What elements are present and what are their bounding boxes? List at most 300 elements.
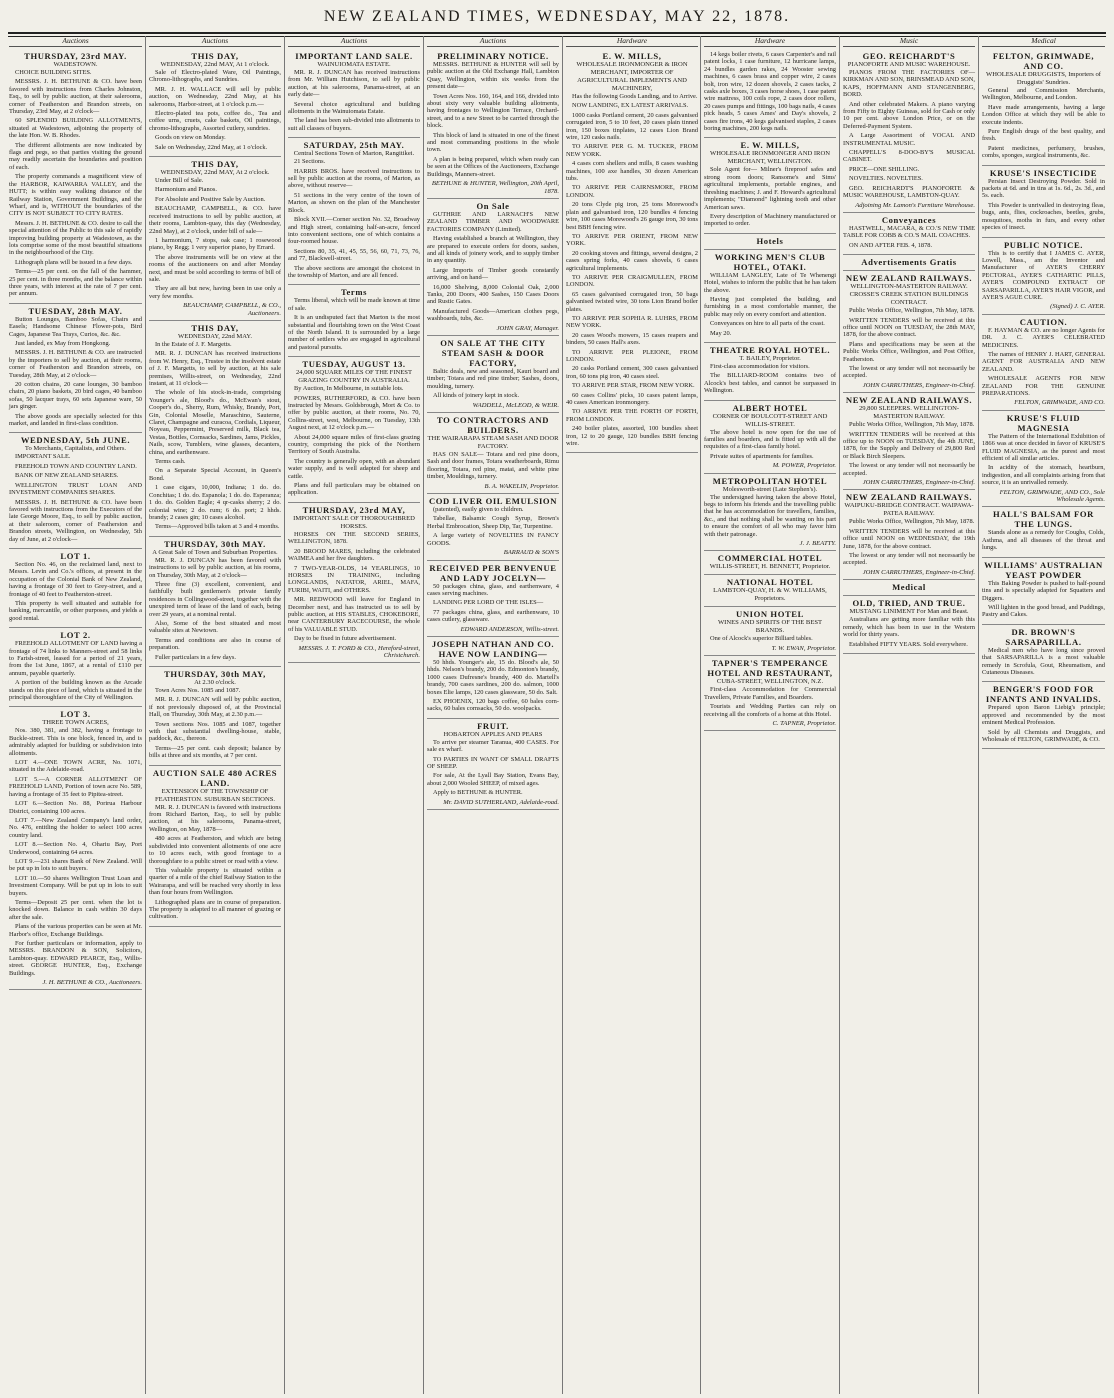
- ad-paragraph: The whole of his stock-in-trade, comprising Younger's ale, Blood's do., McEwan's stout, Cooper's do., Sherry, Rum, Whisky, Brandy, Port, Gin, Colonial Moselle, Maraschino, Sauterne, Claret, Champagne and curacoa, Cordials, Liqueur, Noyeau, Peppermint, Preserved milk, Black tea, Vestas, Bottles, Cornsacks, Sardines, Jams, Pickles, Nails, scow, Tumblers, wine glasses, decanters, china, and earthenware.: [149, 389, 281, 456]
- ad-paragraph: Town Acres Nos. 1085 and 1087.: [155, 687, 241, 694]
- ad-paragraph: FREEHOLD ALLOTMENT OF LAND having a frontage of 74 links to Manners-street and 58 links to Farish-street, leased for a period of 21 years, from the 1st June, 1867, at a rental of £110 per annum, payable quarterly.: [9, 640, 142, 677]
- ad-signature: (Signed) J. C. AYER.: [1050, 303, 1105, 311]
- ad-title: NEW ZEALAND RAILWAYS.: [845, 492, 973, 503]
- column-1: [6, 36, 145, 1394]
- ad-paragraph: Plans and specifications may be seen at the Public Works Office, Wellington, and Post Office, Featherston.: [843, 340, 975, 363]
- ad-paragraph: Three fine (3) excellent, convenient, and faithfully built gentlemen's private family residences in Collingwood-street, together with the unexpired term of lease of the land of each, being over 29 years, at a nominal rental.: [149, 580, 281, 618]
- ad-paragraph: The Pattern of the International Exhibition of 1866 was at once decided in favor of KRUSE'S FLUID MAGNESIA, as the purest and most efficient of all similar articles.: [982, 432, 1105, 463]
- ad-paragraph: Established FIFTY YEARS. Sold everywhere.: [849, 640, 968, 648]
- ad-title: THEATRE ROYAL HOTEL.: [709, 344, 831, 355]
- ad-paragraph: TO ARRIVE PER G. M. TUCKER, FROM NEW YORK.: [566, 143, 698, 158]
- ad-paragraph: On a Separate Special Account, in Queen's Bond.: [149, 467, 281, 482]
- column-2: [145, 36, 284, 1394]
- ad-body: [9, 316, 142, 428]
- advertisement: [149, 157, 281, 321]
- ad-paragraph: HAS ON SALE— Totara and red pine doors, Sash and door frames, Totara weatherboards, Rimu flooring, Totara, red pine, matai, and white pine timber, Mouldings, turnery.: [427, 451, 559, 481]
- ad-title: WILLIAMS' AUSTRALIAN YEAST POWDER: [984, 559, 1103, 580]
- column-6: [700, 36, 839, 1394]
- ad-paragraph: 77 packages china, glass, and earthenware, 10 cases cutlery, glassware.: [427, 608, 559, 624]
- ad-subtitle: THREE TOWN ACRES,: [42, 719, 109, 727]
- ad-subtitle: A Great Sale of Town and Suburban Properties.: [152, 548, 278, 556]
- ad-paragraph: Nos. 380, 381, and 382, having a frontage to Buckle-street. This is one block, fenced in, and is admirably adapted for building or subdivision into allotments.: [9, 727, 142, 757]
- ad-paragraph: May 20.: [710, 329, 732, 337]
- advertisement: [843, 255, 975, 271]
- ad-body: [427, 739, 559, 797]
- ad-paragraph: This Powder is unrivalled in destroying fleas, bugs, ants, flies, cockroaches, beetles, grubs, mosquitoes, moths in furs, and every other species of insect.: [982, 201, 1105, 232]
- ad-title: THURSDAY, 23rd MAY.: [24, 51, 127, 61]
- ad-title: LOT 3.: [60, 709, 91, 720]
- ad-body: [704, 635, 836, 642]
- ad-paragraph: Plans of the various properties can be seen at Mr. Harbor's office, Exchange Buildings.: [9, 923, 142, 938]
- advertisement: [704, 49, 836, 138]
- advertisement: [982, 49, 1105, 166]
- ad-title: COMMERCIAL HOTEL: [717, 553, 823, 564]
- ad-subtitle: To Merchants, Capitalists, and Others.: [24, 445, 127, 453]
- ad-paragraph: BEAUCHAMP, CAMPBELL, & CO. have received instructions to sell by public auction, at their rooms, Lambton-quay, this day (Wednesday, 22nd May), at 2 o'clock, under bill of sale—: [149, 205, 281, 235]
- ad-paragraph: The above goods are specially selected for this market, and landed in first-class condition.: [9, 412, 142, 428]
- ad-title: Terms: [340, 287, 368, 298]
- advertisement: [843, 596, 975, 654]
- ad-body: [288, 531, 420, 643]
- ad-paragraph: Medical men who have long since proved that SARSAPARILLA is a most valuable remedy in Scrofula, Gout, Rheumatism, and Cutaneous Diseases.: [982, 646, 1105, 676]
- ad-subtitle: EXTENSION OF THE TOWNSHIP OF FEATHERSTON. SUBURBAN SECTIONS.: [154, 787, 276, 803]
- ad-paragraph: Town sections Nos. 1085 and 1087, together with that substantial dwelling-house, stable, paddock, &c., thereon.: [149, 720, 281, 743]
- ad-paragraph: LOT 10.—50 shares Wellington Trust Loan and Investment Company. Will be put up in lots to suit buyers.: [9, 874, 142, 897]
- advertisement: [843, 580, 975, 596]
- ad-paragraph: Tabellae, Balsamic Cough Syrup, Brown's Herbal Embrocation, Sheep Dip, Tar, Turpentine.: [427, 515, 559, 530]
- ad-body: [149, 804, 281, 921]
- ad-body: [427, 659, 559, 713]
- advertisement: [704, 607, 836, 656]
- ad-paragraph: BANK OF NEW ZEALAND SHARES.: [15, 472, 119, 480]
- ad-paragraph: MR. R. J. DUNCAN will sell by public auction, if not previously disposed of, at the Provincial Hall, on Thursday, 30th May, at 2.30 p.m.—: [149, 696, 281, 719]
- ad-title: NATIONAL HOTEL: [726, 577, 814, 588]
- advertisement: [9, 707, 142, 990]
- ad-paragraph: Lithograph plans will be issued in a few days.: [15, 258, 133, 266]
- ad-paragraph: Fuller particulars in a few days.: [155, 653, 236, 661]
- ad-paragraph: MESSRS. J. H. BETHUNE & CO. are instructed by the importers to sell by auction, at their rooms, corner of Featherston and Brandon streets, on Tuesday, 28th May, at 2 o'clock—: [9, 349, 142, 379]
- ad-title: ALBERT HOTEL: [732, 402, 808, 413]
- advertisement: [288, 503, 420, 664]
- ad-signature: J. H. BETHUNE & CO., Auctioneers.: [42, 979, 142, 987]
- ad-body: [704, 363, 836, 395]
- ad-subtitle: 29,800 SLEEPERS. WELLINGTON-MASTERTON RAILWAY.: [858, 405, 960, 421]
- ad-paragraph: 20 cooking stoves and fittings, several designs, 2 cases spring forks, 40 cases shovels, 6 cases agricultural implements.: [566, 249, 698, 272]
- ad-paragraph: Messrs. J. H. BETHUNE & CO. desire to call the special attention of the Public to this sale of rapidly improving building property at Wadestown, as the lots comprise some of the most beautiful situations in the neighbourhood of the City.: [9, 219, 142, 257]
- ad-title: FELTON, GRIMWADE, AND CO.: [992, 51, 1095, 71]
- ad-paragraph: Prepared upon Baron Liebig's principle; approved and recommended by the most eminent Medical Profession.: [982, 704, 1105, 727]
- ad-paragraph: Lithographed plans are in course of preparation. The property is adapted to all manner of grazing or cultivation.: [149, 898, 281, 921]
- ad-subtitle: 24,000 SQUARE MILES OF THE FINEST GRAZING COUNTRY IN AUSTRALIA.: [295, 369, 412, 385]
- advertisement: [982, 682, 1105, 749]
- ad-paragraph: For further particulars or information, apply to MESSRS. BRANDON & SON, Solicitors, Lambton-quay. EDWARD PEARCE, Esq., Willis-street. GEORGE HUNTER, Esq., Exchange Buildings.: [9, 940, 142, 977]
- ad-paragraph: ON AND AFTER FEB. 4, 1878.: [849, 241, 933, 249]
- advertisement: [843, 490, 975, 580]
- advertisement: [982, 625, 1105, 683]
- ad-body: [843, 307, 975, 380]
- ad-title: THIS DAY,: [191, 51, 239, 61]
- ad-paragraph: General and Commission Merchants, Wellington, Melbourne, and London.: [982, 87, 1105, 102]
- ad-title: PRELIMINARY NOTICE.: [437, 51, 549, 61]
- ad-paragraph: 51 sections in the very centre of the town of Marton, as shown on the plan of the Manchester Block.: [288, 191, 420, 214]
- ad-paragraph: Apply to BETHUNE & HUNTER.: [433, 789, 523, 797]
- ad-paragraph: About 24,000 square miles of first-class grazing country, comprising the pick of the Northern Territory of South Australia.: [288, 433, 420, 456]
- ad-paragraph: TO ARRIVE PER ORIENT, FROM NEW YORK.: [566, 232, 698, 248]
- ad-subtitle: HOBARTON APPLES AND PEARS: [443, 730, 543, 738]
- ad-body: [982, 250, 1105, 302]
- ad-paragraph: WRITTEN TENDERS will be received at this office until NOON on TUESDAY, the 28th MAY, 1878, for the above contract.: [843, 316, 975, 339]
- ad-paragraph: Terms—25 per cent. on the fall of the hammer, 25 per cent. in three months, and the balance within three years, with interest at the rate of 7 per cent. per annum.: [9, 268, 142, 298]
- ad-title: NEW ZEALAND RAILWAYS.: [845, 273, 973, 284]
- ad-paragraph: 20 casks Portland cement, 300 cases galvanised iron, 60 tons pig iron, 40 cases steel.: [566, 365, 698, 380]
- ad-paragraph: And other celebrated Makers. A piano varying from Fifty to Eighty Guineas, sold for Cash or only 10 per cent. above London Price, or on the Deferred-Payment System.: [843, 100, 975, 130]
- column-heading: Hardware: [704, 36, 836, 47]
- ad-paragraph: EX PHOENIX, 120 bags coffee, 60 bales corn-sacks, 60 bales cornsacks, 50 do. woolpacks.: [427, 697, 559, 713]
- column-7: [839, 36, 978, 1394]
- ad-paragraph: For sale, At the Lyall Bay Station, Evans Bay, about 2,000 Wooled SHEEP, of mixed ages.: [427, 772, 559, 787]
- ad-paragraph: GUTHRIE AND LARNACH'S NEW ZEALAND TIMBER AND WOODWARE FACTORIES COMPANY (Limited).: [427, 210, 559, 233]
- ad-subtitle: WAINUIOMATA ESTATE.: [317, 61, 391, 68]
- advertisement: [9, 628, 142, 707]
- ad-body: [9, 453, 142, 542]
- ad-paragraph: Conveyances on hire to all parts of the coast.: [710, 320, 825, 328]
- ad-paragraph: 20 cotton chains, 20 cane lounges, 30 bamboo chairs, 20 piano baskets, 20 bird cages, 40 bamboo sofas, 50 lacquer trays, 60 sets Japanese ware, 50 jars ginger.: [9, 381, 142, 411]
- ad-paragraph: Harmonium and Pianos.: [155, 186, 217, 194]
- ad-signature: J. J. BEATTY.: [799, 540, 836, 548]
- ad-paragraph: Persian Insect Destroying Powder. Sold in packets at 6d. and in tins at 1s. 6d., 2s. 3d., and 5s. each.: [982, 177, 1105, 200]
- ad-paragraph: Also, Some of the best situated and most valuable sites at Newtown.: [149, 619, 281, 635]
- ad-paragraph: Public Works Office, Wellington, 7th May, 1878.: [849, 421, 975, 429]
- ad-title: JOSEPH NATHAN AND CO. HAVE NOW LANDING—: [431, 638, 555, 659]
- ad-subtitle: WELLINGTON-MASTERTON RAILWAY. CROSSE'S CREEK STATION BUILDINGS CONTRACT.: [849, 283, 969, 307]
- ad-body: [704, 686, 836, 718]
- ad-body: [704, 51, 836, 132]
- ad-body: [427, 451, 559, 481]
- ad-paragraph: MR. R. J. DUNCAN is favored with instructions from Richard Barton, Esq., to sell by public auction, at his salerooms, Panama-street, Wellington, on May, 1878—: [149, 803, 281, 833]
- ad-title: NEW ZEALAND RAILWAYS.: [845, 395, 973, 406]
- ad-paragraph: Australians are getting more familiar with this remedy, which has been in use in the Western world for thirty years.: [843, 616, 975, 639]
- ad-paragraph: The country is generally open, with an abundant water supply, and is well adapted for sheep and cattle.: [288, 457, 420, 480]
- ad-subtitle: WEDNESDAY, 22nd MAY.: [177, 332, 252, 340]
- advertisement: [982, 315, 1105, 411]
- ad-paragraph: LOT 6.—Section No. 88, Porirua Harbour District, containing 100 acres.: [9, 800, 142, 815]
- ad-subtitle: LAMBTON-QUAY, H. & W. WILLIAMS, Proprietors.: [713, 587, 827, 603]
- ad-subtitle: WHOLESALE IRONMONGER & IRON MERCHANT, IMPORTER OF AGRICULTURAL IMPLEMENTS AND MACHINERY,: [576, 61, 688, 92]
- ad-title: WEDNESDAY, 5th JUNE.: [20, 435, 131, 446]
- ad-body: [427, 61, 559, 178]
- ad-paragraph: Pure English drugs of the best quality, and fresh.: [982, 128, 1105, 143]
- ad-paragraph: Town Acres Nos. 160, 164, and 166, divided into about sixty very valuable building allotments, having frontages to Wellington Terrace, Orchard-street, and to a new Street to be carried through the block.: [427, 92, 559, 130]
- ad-paragraph: LOT 7.—New Zealand Company's land order, No. 476, entitling the holder to select 100 acres country land.: [9, 816, 142, 839]
- advertisement: [427, 49, 559, 199]
- ad-subtitle: At 2.30 o'clock.: [194, 679, 236, 686]
- ad-title: THURSDAY, 23rd MAY,: [302, 504, 406, 515]
- ad-paragraph: Large Imports of Timber goods constantly arriving, and on hand—: [427, 266, 559, 282]
- ad-paragraph: Patent medicines, perfumery, brushes, combs, sponges, surgical instruments, &c.: [982, 144, 1105, 160]
- ad-paragraph: All kinds of joinery kept in stock.: [433, 392, 520, 400]
- advertisement: [704, 234, 836, 250]
- ad-title: ON SALE AT THE CITY STEAM SASH & DOOR FACTORY,: [440, 338, 546, 368]
- ad-body: [288, 297, 420, 351]
- advertisement: [982, 558, 1105, 625]
- advertisement: [704, 656, 836, 731]
- ad-body: [982, 580, 1105, 619]
- ad-title: FRUIT.: [477, 720, 509, 731]
- ad-body: [982, 529, 1105, 551]
- ad-paragraph: 21 Sections.: [294, 158, 326, 166]
- ad-body: [288, 158, 420, 279]
- ad-paragraph: Sale of Electro-plated Ware, Oil Paintings, Chromo-lithographs, and Sundries.: [149, 69, 281, 84]
- ad-paragraph: 1 harmonium, 7 stops, oak case; 1 rosewood piano, by Regg; 1 very superior piano, by Errard.: [149, 236, 281, 252]
- ad-body: [704, 429, 836, 461]
- ad-body: [704, 272, 836, 337]
- ad-title: E. W. MILLS,: [602, 51, 662, 61]
- ad-body: [149, 341, 281, 531]
- ad-paragraph: MR. R. J. DUNCAN has received instructions from W. Henry, Esq., Trustee in the insolvent estate of J. F. Margetts, to sell by auction, at his sale premises, Willis-street, on Wednesday, 22nd instant, at 11 o'clock—: [149, 350, 281, 387]
- ad-paragraph: MR. R. J. DUNCAN has received instructions from Mr. William Hutchison, to sell by public auction, at his salerooms, Panama-street, at an early date—: [288, 69, 420, 99]
- ad-paragraph: Have made arrangements, having a large London Office at which they will be able to execute indents.: [982, 103, 1105, 126]
- ad-paragraph: LANDING PER LORD OF THE ISLES—: [433, 599, 544, 607]
- advertisement: [9, 433, 142, 548]
- ad-paragraph: The lowest or any tender will not necessarily be accepted.: [843, 462, 975, 477]
- ad-body: [9, 640, 142, 701]
- advertisement: [427, 199, 559, 336]
- ad-title: BENGER'S FOOD FOR INFANTS AND INVALIDS.: [985, 684, 1102, 705]
- column-heading: Music: [843, 36, 975, 47]
- ad-body: [843, 616, 975, 648]
- ad-paragraph: 20 tons Clyde pig iron, 25 tons Morewood's plain and galvanised iron, 120 bundles 4 fencing wire, 100 cases Morewood's 26 gauge iron, 30 tons best BBH fencing wire.: [566, 201, 698, 231]
- ad-paragraph: Terms—Approved bills taken at 3 and 4 months.: [155, 523, 280, 531]
- ad-paragraph: GEO. REICHARDT'S PIANOFORTE & MUSIC WAREHOUSE, LAMBTON-QUAY.: [843, 184, 975, 200]
- ad-paragraph: WRITTEN TENDERS will be received at this office up to NOON on TUESDAY, the 4th JUNE, 1878, for the Supply and Delivery of 29,800 Red or Black Birch Sleepers.: [843, 430, 975, 460]
- ad-paragraph: Stands alone as a remedy for Coughs, Colds, Asthma, and all diseases of the throat and lungs.: [982, 529, 1105, 552]
- ad-paragraph: LOT 5.—A CORNER ALLOTMENT OF FREEHOLD LAND, Portion of town acre No. 589, having a frontage of 35 feet to Pipitea-street.: [9, 775, 142, 798]
- ad-title: E. W. MILLS,: [740, 140, 800, 151]
- ad-title: GEO. REICHARDT'S: [862, 51, 956, 61]
- column-heading: Auctions: [149, 36, 281, 47]
- ad-paragraph: The BILLIARD-ROOM contains two of Alcock's best tables, and cannot be surpassed in Wellington.: [704, 372, 836, 395]
- ad-paragraph: TO ARRIVE PER SOPHIA R. LUHRS, FROM NEW YORK.: [566, 314, 698, 330]
- ad-paragraph: IMPORTANT SALE.: [15, 453, 71, 461]
- ad-paragraph: FREEHOLD TOWN AND COUNTRY LAND.: [15, 462, 137, 470]
- ad-body: [843, 225, 975, 249]
- ad-paragraph: 16,000 Shelving, 8,000 Colonial Oak, 2,000 Tanks, 200 Doors, 400 Sashes, 150 Cases Doors and Rustic Gates.: [427, 283, 559, 306]
- ad-title: KRUSE'S FLUID MAGNESIA: [1006, 412, 1081, 433]
- ad-title: Conveyances: [881, 214, 937, 225]
- ad-paragraph: 20 BROOD MARES, including the celebrated WAIMEA and her five daughters.: [288, 547, 420, 563]
- ad-paragraph: CHOICE BUILDING SITES.: [15, 69, 92, 76]
- advertisement: [982, 507, 1105, 557]
- ad-signature: BETHUNE & HUNTER, Wellington, 20th April, 1878.: [431, 180, 559, 195]
- ad-paragraph: 1000 casks Portland cement, 20 cases galvanised corrugated iron, 5 to 10 feet, 20 cases plain tinned iron, 150 boxes tinplates, 12 cases Lion Brand wire, 120 casks nails.: [566, 111, 698, 142]
- ad-paragraph: NOW LANDING, EX LATEST ARRIVALS.: [572, 102, 689, 110]
- ad-paragraph: Having established a branch at Wellington, they are prepared to execute orders for doors, sashes, and all kinds of joinery work, and to supply timber in any quantity.: [427, 235, 559, 265]
- column-heading: Auctions: [9, 36, 142, 47]
- ad-paragraph: 1 case cigars, 10,000, Indiana; 1 do. do. Conchitas; 1 do. do. Espanola; 1 do. do. Esperanza; 1 do. do. Golden Eagle; 4 qr-casks sherry; 2 do. colonial wine; 2 do. rum; 6 do. port; 2 hhds. brandy; 2 cases gin; 10 cases alcohol.: [149, 484, 281, 521]
- advertisement: [427, 494, 559, 560]
- ad-paragraph: HARRIS BROS. have received instructions to sell by public auction at the rooms, of Marton, as above, without reserve—: [288, 167, 420, 190]
- ad-body: [843, 421, 975, 477]
- ad-paragraph: Sole Agent for— Milner's fireproof safes and strong room doors; Ransome's and Sims' agricultural implements, portable engines, and threshing machines; J. and F. Howard's agricultural implements; "Diamond" lightning tooth and other American saws.: [704, 166, 836, 211]
- ad-title: PUBLIC NOTICE.: [1003, 239, 1084, 250]
- ad-title: THIS DAY,: [191, 159, 239, 170]
- ad-body: [982, 704, 1105, 743]
- ad-paragraph: Day to be fixed in future advertisement.: [294, 635, 397, 643]
- ad-paragraph: A plan is being prepared, which when ready can be seen at the Offices of the Auctioneers, Exchange Buildings, Manners-street.: [427, 155, 559, 178]
- ad-paragraph: LOT 8.—Section No. 4, Ohariu Bay, Port Underwood, containing 64 acres.: [9, 841, 142, 856]
- ad-title: TO CONTRACTORS AND BUILDERS.: [436, 415, 550, 436]
- ad-subtitle: CORNER OF BOULCOTT-STREET AND WILLIS-STREET.: [712, 412, 828, 428]
- advertisement: [149, 667, 281, 766]
- advertisement: [704, 138, 836, 233]
- ad-body: [982, 87, 1105, 160]
- ad-body: [427, 211, 559, 323]
- ad-paragraph: This property is well situated and suitable for banking, mercantile, or other purposes, and yields a good rental.: [9, 599, 142, 622]
- ad-paragraph: 240 boiler plates, assorted, 100 bundles sheet iron, 12 to 20 gauge, 120 bundles BBH fencing wire.: [566, 425, 698, 448]
- ad-title: THURSDAY, 30th MAY,: [164, 669, 266, 679]
- ad-signature: JOHN CARRUTHERS, Engineer-in-Chief.: [862, 381, 975, 389]
- ad-paragraph: Baltic deals, new and seasoned, Kauri board and timber; Totara and red pine timber; Sashes, doors, moulding, turnery.: [427, 368, 559, 390]
- advertisement: [704, 575, 836, 607]
- advertisement: [149, 321, 281, 537]
- advertisement: [704, 250, 836, 343]
- ad-paragraph: The lowest or any tender will not necessarily be accepted.: [843, 552, 975, 567]
- advertisement: [9, 49, 142, 304]
- ad-paragraph: WRITTEN TENDERS will be received at this office until NOON on WEDNESDAY, the 19th June, 1878, for the above contract.: [843, 527, 975, 550]
- ad-paragraph: CHAPPELL'S 8-DOO-BY'S MUSICAL CABINET.: [843, 149, 975, 164]
- ad-subtitle: Central Sections Town of Marton, Rangitikei.: [293, 150, 415, 158]
- ad-paragraph: 50 packages china, glass, and earthenware, 4 cases serving machines.: [427, 582, 559, 597]
- ad-paragraph: Terms cash.: [155, 458, 186, 466]
- ad-subtitle: WADESTOWN.: [53, 61, 98, 68]
- ad-title: THURSDAY, 30th MAY.: [164, 538, 266, 549]
- advertisement: [149, 766, 281, 927]
- ad-subtitle: PIANOFORTE AND MUSIC WAREHOUSE.: [847, 61, 971, 68]
- ad-title: LOT 1.: [60, 550, 91, 561]
- ad-paragraph: LOT 9.—231 shares Bank of New Zealand. Will be put up in lots to suit buyers.: [9, 857, 142, 873]
- ad-signature: JOHN CARRUTHERS, Engineer-in-Chief.: [862, 568, 975, 576]
- ad-subtitle: WAIPUKU-BRIDGE CONTRACT. WAIPAWA-PATEA RAILWAY.: [844, 502, 974, 518]
- advertisement: [288, 49, 420, 138]
- ad-title: THIS DAY,: [191, 322, 239, 333]
- ad-signature: Mr. DAVID SUTHERLAND, Adelaide-road.: [443, 798, 559, 806]
- ad-title: DR. BROWN'S SARSAPARILLA.: [1005, 626, 1082, 647]
- ad-body: [149, 687, 281, 760]
- ad-paragraph: First-class Accommodation for Commercial Travellers, Private Families, and Boarders.: [704, 686, 836, 701]
- ad-paragraph: MR. R. J. DUNCAN has been favored with instructions to sell by public auction, at his rooms, on Thursday, 30th May, at 2 o'clock—: [149, 556, 281, 579]
- ad-body: [982, 327, 1105, 398]
- ad-title: IMPORTANT LAND SALE.: [295, 51, 413, 61]
- ad-body: [9, 727, 142, 977]
- ad-paragraph: 7 TWO-YEAR-OLDS, 14 YEARLINGS, 10 HORSES IN TRAINING, including LONGLANDS, NATATOR, ARIEL, MAFA, FURIBI, WAITI, and OTHERS.: [288, 564, 420, 594]
- ad-paragraph: They are all but new, having been in use only a very few months.: [149, 285, 281, 300]
- ad-paragraph: This Baking Powder is pushed to half-pound tins and is specially adapted for Squatters and Diggers.: [982, 579, 1105, 602]
- ad-paragraph: A Large Assortment of VOCAL AND INSTRUMENTAL MUSIC.: [843, 132, 975, 147]
- ad-paragraph: Tourists and Wedding Parties can rely on receiving all the comforts of a home at this Hotel.: [704, 703, 836, 718]
- ad-paragraph: POWERS, RUTHERFORD, & CO. have been instructed by Messrs. Goldsbrough, Mort & Co. to offer by public auction, at their rooms, No. 70, Collins-street, west, Melbourne, on Tuesday, 13th August next, at 12 o'clock p.m.—: [288, 394, 420, 432]
- ad-paragraph: Just landed, ex May from Hongkong.: [15, 340, 111, 347]
- ad-body: [843, 518, 975, 566]
- ad-title: METROPOLITAN HOTEL: [712, 475, 828, 486]
- ad-body: [427, 506, 559, 547]
- ad-paragraph: Button Lounges, Bamboo Sofas, Chairs and Easels; Handsome Chinese Flower-pots, Bird Cages, Japanese Tea Trays, Curios, &c. &c.: [9, 315, 142, 338]
- ad-title: On Sale: [476, 200, 510, 211]
- ad-paragraph: The different allotments are now indicated by flags and pegs, so that parties visiting the ground may readily ascertain the boundaries and position of each.: [9, 141, 142, 171]
- ad-paragraph: Having just completed the building, and furnishing in a most comfortable manner, the public may rely on every comfort and attention.: [704, 295, 836, 318]
- ad-paragraph: WHOLESALE AGENTS FOR NEW ZEALAND FOR THE GENUINE PREPARATIONS.: [982, 375, 1105, 397]
- ad-paragraph: HASTWELL, MACARA, & CO.'S NEW TIME TABLE FOR COBB & CO.'S MAIL COACHES.: [843, 224, 975, 240]
- ad-paragraph: MR. J. H. WALLACE will sell by public auction, on Wednesday, 22nd May, at his salerooms, Harbor-street, at 1 o'clock p.m.—: [149, 85, 281, 108]
- ad-paragraph: In the Estate of J. F. Margetts.: [155, 340, 232, 348]
- column-3: [284, 36, 423, 1394]
- ad-paragraph: This valuable property is situated within a quarter of a mile of the chief Railway Station to the Wairarapa, and will be reached very shortly in less than four hours from Wellington.: [149, 866, 281, 897]
- ad-paragraph: PIANOS FROM THE FACTORIES OF— KIRKMAN AND SON, BRINSMEAD AND SON, KAPS, HOFFMANN AND STANGENBERG, BORD.: [843, 69, 975, 99]
- ad-paragraph: TO ARRIVE PER THE FORTH OF FORTH, FROM LONDON.: [566, 408, 698, 423]
- ad-paragraph: In acidity of the stomach, heartburn, indigestion, and all complaints arising from that source, it is an unrivalled remedy.: [982, 464, 1105, 487]
- ad-paragraph: 60 cases Collins' picks, 10 cases patent lamps, 40 cases American ironmongery.: [566, 391, 698, 407]
- ad-subtitle: Molesworth-street (Late Stephen's).: [722, 485, 818, 493]
- ad-paragraph: TO ARRIVE PER CAIRNSMORE, FROM LONDON.: [566, 184, 698, 199]
- ad-paragraph: Terms and conditions are also in course of preparation.: [149, 636, 281, 652]
- ad-paragraph: Has the following Goods Landing, and to Arrive.: [572, 93, 698, 100]
- ad-paragraph: TO ARRIVE PER PLEIONE, FROM LONDON.: [566, 348, 698, 363]
- ad-title: OLD, TRIED, AND TRUE.: [852, 598, 966, 609]
- ad-paragraph: It is an undisputed fact that Marton is the most substantial and flourishing town on the West Coast of the North Island. It is surrounded by a large number of settlers who are engaged in agricultural and pastoral pursuits.: [288, 314, 420, 351]
- ad-paragraph: MESSRS. BETHUNE & HUNTER will sell by public auction at the Old Exchange Hall, Lambton Quay, Wellington, within six weeks from the present date—: [427, 61, 559, 91]
- ad-paragraph: Public Works Office, Wellington, 7th May, 1878.: [849, 307, 975, 315]
- ad-title: Advertisements Gratis: [861, 257, 957, 268]
- ad-paragraph: Sale on Wednesday, 22nd May, at 1 o'clock.: [155, 143, 268, 151]
- advertisement: [427, 637, 559, 719]
- ad-body: [982, 433, 1105, 487]
- ad-signature: MESSRS. J. T. FORD & CO., Hereford-street, Christchurch.: [298, 644, 420, 659]
- ad-body: [982, 178, 1105, 232]
- ad-body: [982, 647, 1105, 677]
- masthead: NEW ZEALAND TIMES, WEDNESDAY, MAY 22, 1878.: [323, 8, 791, 25]
- ad-body: [9, 69, 142, 298]
- ad-signature: M. POWER, Proprietor.: [772, 462, 836, 470]
- ad-title: TUESDAY, 28th MAY.: [28, 305, 123, 316]
- ad-title: TAPNER'S TEMPERANCE HOTEL AND RESTAURANT,: [707, 658, 833, 679]
- ad-subtitle: WILLIS-STREET, H. BENNETT, Proprietor.: [709, 563, 831, 571]
- ad-paragraph: MESSRS. J. H. BETHUNE & CO. have been favored with instructions from Charles Johnston, Esq., to sell by public auction, at their salerooms, corner of Featherston and Brandon streets, on Thursday, 23rd May, at 2 o'clock—: [9, 78, 142, 116]
- advertisement: [427, 336, 559, 413]
- column-heading: Hardware: [566, 36, 698, 47]
- ad-signature: Adjoining Mr. Lamon's Furniture Warehouse.: [855, 201, 975, 209]
- ad-signature: WADDELL, McLEOD, & WEIR.: [472, 401, 559, 409]
- advertisement: [288, 357, 420, 503]
- ad-body: [427, 368, 559, 400]
- ad-body: [149, 177, 281, 300]
- ad-signature: T. W. EWAN, Proprietor.: [771, 644, 836, 652]
- ad-signature: JOHN GRAY, Manager.: [496, 324, 559, 332]
- ad-paragraph: 4 cases corn shellers and mills, 8 cases washing machines, 100 axe handles, 30 dozen American tubs.: [566, 160, 698, 183]
- ad-subtitle: WEDNESDAY, 22nd MAY, At 1 o'clock.: [160, 61, 270, 68]
- ad-paragraph: The property commands a magnificent view of the HARBOR, KAIWARRA VALLEY, and the HUTT; is within easy walking distance of the Railway Station, Government Buildings, and the Wharf, and is, WITHOUT the boundaries of the CITY IS NOT SUBJECT TO CITY RATES.: [9, 173, 142, 218]
- ad-signature: JOHN CARRUTHERS, Engineer-in-Chief.: [862, 479, 975, 487]
- advertisement: [704, 551, 836, 575]
- ad-paragraph: Block XVII.—Corner section No. 32, Broadway and High street, containing half-an-acre, fenced into convenient sections, one of which contains a four-roomed house.: [288, 216, 420, 246]
- ad-paragraph: Terms—25 per cent. cash deposit; balance by bills at three and six months, at 7 per cent.: [149, 744, 281, 760]
- ad-paragraph: Manufactured Goods—American clothes pegs, washboards, tubs, &c.: [427, 307, 559, 323]
- ad-paragraph: A portion of the building known as the Arcade stands on this piece of land, which is situated in the principal thoroughfare of the City of Wellington.: [9, 679, 142, 702]
- ad-paragraph: Terms—Deposit 25 per cent. when the lot is knocked down. Balance in cash within 30 days after the sale.: [9, 898, 142, 921]
- ad-body: [288, 69, 420, 132]
- advertisement: [843, 213, 975, 255]
- ad-paragraph: WILLIAM LANGLEY, Late of Te Whenengi Hotel, wishes to inform the public that he has taken the above.: [704, 271, 836, 294]
- advertisement: [9, 549, 142, 628]
- ad-body: [149, 69, 281, 151]
